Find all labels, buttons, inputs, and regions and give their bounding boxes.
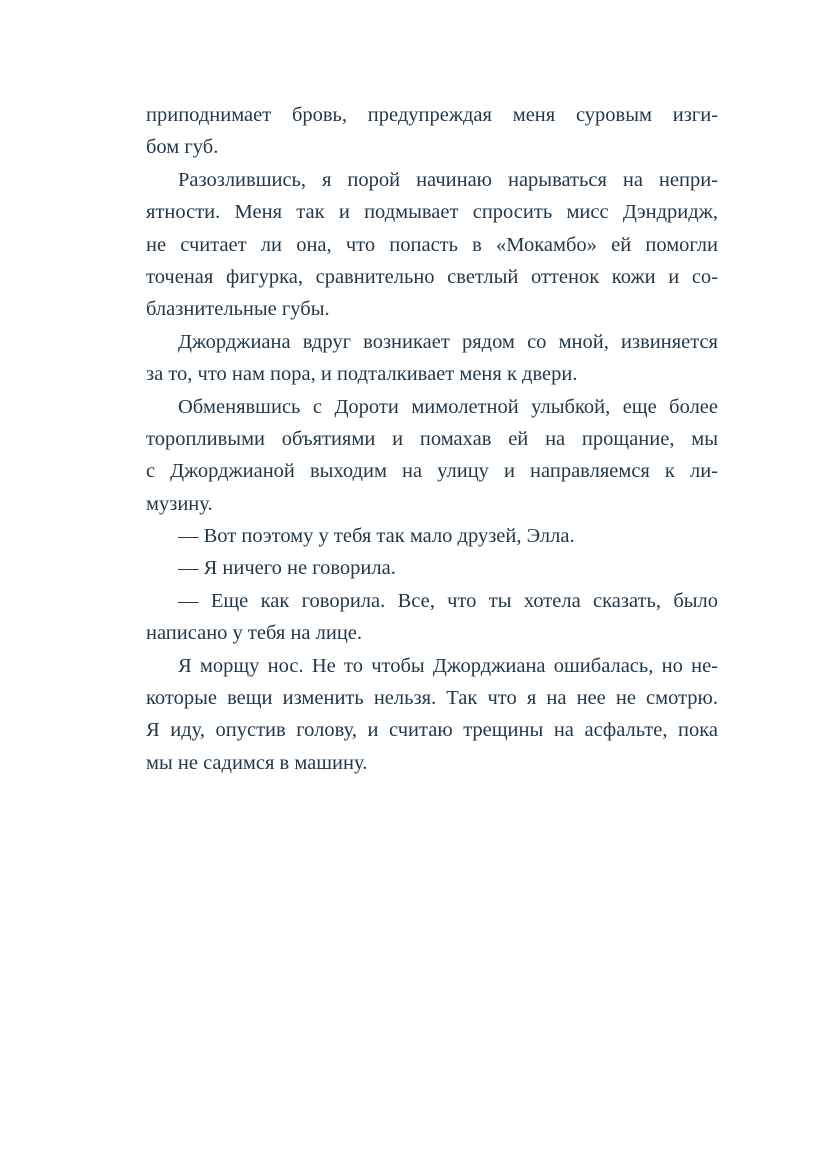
dialogue-paragraph bbox=[146, 585, 718, 650]
text-line: торопливыми объятиями и помахав ей на прощание, мы bbox=[146, 427, 718, 450]
text-line: — Еще как говорила. Все, что ты хотела сказать, было bbox=[178, 589, 718, 612]
text-line: приподнимает бровь, предупреждая меня суровым изги- bbox=[146, 104, 718, 126]
text-line: блазнительные губы. bbox=[146, 298, 330, 321]
paragraph bbox=[146, 99, 718, 164]
text-line: Я иду, опустив голову, и считаю трещины на асфальте, пока bbox=[146, 719, 718, 742]
text-line: с Джорджианой выходим на улицу и направляемся к ли- bbox=[146, 460, 718, 483]
text-line: не считает ли она, что попасть в «Мокамбо» ей помогли bbox=[146, 233, 718, 256]
text-line: — Я ничего не говорила. bbox=[178, 557, 396, 580]
text-line: Джорджиана вдруг возникает рядом со мной, извиняется bbox=[178, 330, 718, 353]
text-line: Обменявшись с Дороти мимолетной улыбкой, еще более bbox=[178, 395, 718, 418]
paragraph bbox=[146, 326, 718, 391]
text-line: за то, что нам пора, и подталкивает меня к двери. bbox=[146, 363, 578, 386]
paragraph bbox=[146, 164, 718, 326]
text-line: ятности. Меня так и подмывает спросить мисс Дэндридж, bbox=[146, 201, 718, 224]
paragraph bbox=[146, 391, 718, 521]
dialogue-paragraph bbox=[146, 552, 718, 584]
text-line: которые вещи изменить нельзя. Так что я на нее не смотрю. bbox=[146, 687, 718, 710]
text-line: — Вот поэтому у тебя так мало друзей, Элла. bbox=[178, 525, 575, 548]
page-body bbox=[146, 99, 718, 779]
text-line: музину. bbox=[146, 492, 213, 515]
text-line: написано у тебя на лице. bbox=[146, 622, 363, 645]
text-line: Разозлившись, я порой начинаю нарываться на непри- bbox=[178, 168, 718, 191]
text-line: Я морщу нос. Не то чтобы Джорджиана ошибалась, но не- bbox=[178, 654, 718, 677]
paragraph bbox=[146, 650, 718, 780]
text-line: бом губ. bbox=[146, 136, 219, 159]
dialogue-paragraph bbox=[146, 520, 718, 552]
text-line: мы не садимся в машину. bbox=[146, 751, 368, 774]
text-line: точеная фигурка, сравнительно светлый оттенок кожи и со- bbox=[146, 265, 718, 288]
